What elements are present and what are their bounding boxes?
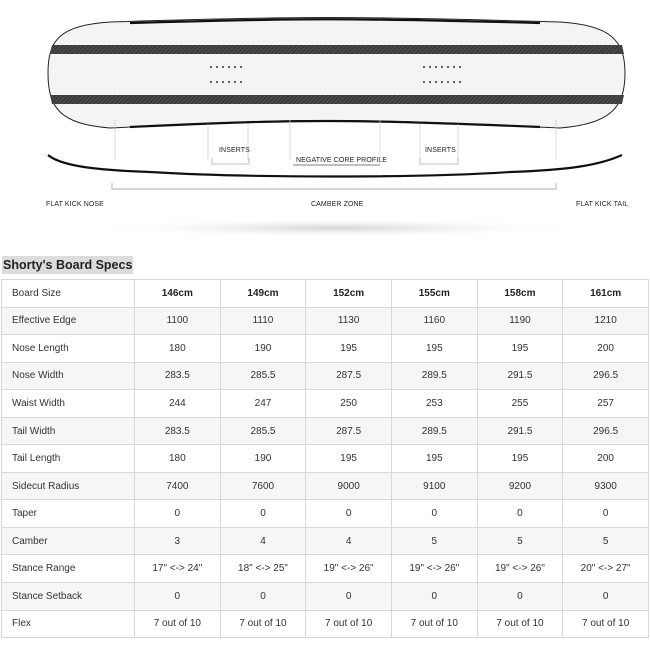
row-label-cell: Nose Width bbox=[2, 362, 135, 390]
size-header-cell: 161cm bbox=[563, 280, 649, 308]
value-cell: 283.5 bbox=[135, 417, 221, 445]
snowboard-diagram bbox=[0, 0, 650, 245]
value-cell: 296.5 bbox=[563, 362, 649, 390]
value-cell: 0 bbox=[563, 500, 649, 528]
specs-table bbox=[1, 279, 649, 638]
value-cell: 195 bbox=[477, 335, 563, 363]
value-cell: 7400 bbox=[135, 472, 221, 500]
value-cell: 247 bbox=[220, 390, 306, 418]
size-header-cell: 155cm bbox=[391, 280, 477, 308]
row-label-cell: Stance Setback bbox=[2, 583, 135, 611]
value-cell: 289.5 bbox=[391, 417, 477, 445]
flat-kick-nose-label: FLAT KICK NOSE bbox=[46, 201, 104, 208]
row-label-cell: Tail Length bbox=[2, 445, 135, 473]
table-row bbox=[2, 307, 649, 335]
table-row bbox=[2, 362, 649, 390]
value-cell: 0 bbox=[306, 583, 392, 611]
table-row bbox=[2, 555, 649, 583]
value-cell: 7 out of 10 bbox=[477, 610, 563, 638]
specs-table-body bbox=[2, 280, 649, 638]
row-label-cell: Waist Width bbox=[2, 390, 135, 418]
value-cell: 250 bbox=[306, 390, 392, 418]
value-cell: 7 out of 10 bbox=[135, 610, 221, 638]
value-cell: 1210 bbox=[563, 307, 649, 335]
top-stripe bbox=[50, 45, 624, 54]
value-cell: 180 bbox=[135, 445, 221, 473]
value-cell: 9200 bbox=[477, 472, 563, 500]
value-cell: 19" <-> 26" bbox=[477, 555, 563, 583]
table-header-row bbox=[2, 280, 649, 308]
table-row bbox=[2, 445, 649, 473]
inserts-left-label: INSERTS bbox=[219, 147, 250, 154]
value-cell: 0 bbox=[391, 500, 477, 528]
table-row bbox=[2, 390, 649, 418]
value-cell: 9000 bbox=[306, 472, 392, 500]
camber-zone-label: CAMBER ZONE bbox=[311, 201, 364, 208]
value-cell: 285.5 bbox=[220, 362, 306, 390]
row-label-cell: Taper bbox=[2, 500, 135, 528]
board-outline bbox=[48, 18, 625, 129]
row-label-cell: Sidecut Radius bbox=[2, 472, 135, 500]
value-cell: 195 bbox=[391, 335, 477, 363]
value-cell: 244 bbox=[135, 390, 221, 418]
row-label-cell: Stance Range bbox=[2, 555, 135, 583]
value-cell: 291.5 bbox=[477, 362, 563, 390]
value-cell: 7 out of 10 bbox=[220, 610, 306, 638]
table-row bbox=[2, 583, 649, 611]
board-shadow bbox=[86, 218, 586, 238]
value-cell: 1100 bbox=[135, 307, 221, 335]
value-cell: 195 bbox=[477, 445, 563, 473]
value-cell: 287.5 bbox=[306, 362, 392, 390]
value-cell: 255 bbox=[477, 390, 563, 418]
table-row bbox=[2, 527, 649, 555]
value-cell: 4 bbox=[306, 527, 392, 555]
value-cell: 0 bbox=[477, 583, 563, 611]
negative-core-label: NEGATIVE CORE PROFILE bbox=[296, 157, 388, 164]
value-cell: 190 bbox=[220, 335, 306, 363]
value-cell: 9300 bbox=[563, 472, 649, 500]
value-cell: 0 bbox=[135, 500, 221, 528]
row-label-cell: Flex bbox=[2, 610, 135, 638]
value-cell: 7 out of 10 bbox=[563, 610, 649, 638]
value-cell: 253 bbox=[391, 390, 477, 418]
value-cell: 19" <-> 26" bbox=[391, 555, 477, 583]
value-cell: 195 bbox=[391, 445, 477, 473]
row-label-cell: Effective Edge bbox=[2, 307, 135, 335]
value-cell: 0 bbox=[135, 583, 221, 611]
value-cell: 0 bbox=[477, 500, 563, 528]
value-cell: 5 bbox=[563, 527, 649, 555]
value-cell: 1130 bbox=[306, 307, 392, 335]
value-cell: 9100 bbox=[391, 472, 477, 500]
value-cell: 195 bbox=[306, 445, 392, 473]
row-label-cell: Tail Width bbox=[2, 417, 135, 445]
value-cell: 3 bbox=[135, 527, 221, 555]
value-cell: 190 bbox=[220, 445, 306, 473]
flat-kick-tail-label: FLAT KICK TAIL bbox=[576, 201, 629, 208]
specs-heading: Shorty's Board Specs bbox=[3, 258, 133, 272]
value-cell: 283.5 bbox=[135, 362, 221, 390]
header-label-cell: Board Size bbox=[2, 280, 135, 308]
inserts-right-label: INSERTS bbox=[425, 147, 456, 154]
value-cell: 18" <-> 25" bbox=[220, 555, 306, 583]
size-header-cell: 146cm bbox=[135, 280, 221, 308]
table-row bbox=[2, 335, 649, 363]
value-cell: 0 bbox=[306, 500, 392, 528]
value-cell: 0 bbox=[563, 583, 649, 611]
value-cell: 257 bbox=[563, 390, 649, 418]
value-cell: 7 out of 10 bbox=[306, 610, 392, 638]
value-cell: 200 bbox=[563, 445, 649, 473]
row-label-cell: Camber bbox=[2, 527, 135, 555]
table-row bbox=[2, 500, 649, 528]
value-cell: 289.5 bbox=[391, 362, 477, 390]
table-row bbox=[2, 417, 649, 445]
value-cell: 4 bbox=[220, 527, 306, 555]
value-cell: 5 bbox=[477, 527, 563, 555]
size-header-cell: 149cm bbox=[220, 280, 306, 308]
value-cell: 17" <-> 24" bbox=[135, 555, 221, 583]
size-header-cell: 152cm bbox=[306, 280, 392, 308]
value-cell: 1190 bbox=[477, 307, 563, 335]
value-cell: 0 bbox=[220, 500, 306, 528]
value-cell: 287.5 bbox=[306, 417, 392, 445]
row-label-cell: Nose Length bbox=[2, 335, 135, 363]
value-cell: 20" <-> 27" bbox=[563, 555, 649, 583]
value-cell: 5 bbox=[391, 527, 477, 555]
value-cell: 285.5 bbox=[220, 417, 306, 445]
bottom-stripe bbox=[50, 95, 624, 104]
table-row bbox=[2, 472, 649, 500]
value-cell: 180 bbox=[135, 335, 221, 363]
size-header-cell: 158cm bbox=[477, 280, 563, 308]
value-cell: 7600 bbox=[220, 472, 306, 500]
value-cell: 1160 bbox=[391, 307, 477, 335]
value-cell: 7 out of 10 bbox=[391, 610, 477, 638]
value-cell: 200 bbox=[563, 335, 649, 363]
table-row bbox=[2, 610, 649, 638]
value-cell: 1110 bbox=[220, 307, 306, 335]
value-cell: 19" <-> 26" bbox=[306, 555, 392, 583]
value-cell: 0 bbox=[391, 583, 477, 611]
value-cell: 291.5 bbox=[477, 417, 563, 445]
value-cell: 0 bbox=[220, 583, 306, 611]
value-cell: 296.5 bbox=[563, 417, 649, 445]
value-cell: 195 bbox=[306, 335, 392, 363]
